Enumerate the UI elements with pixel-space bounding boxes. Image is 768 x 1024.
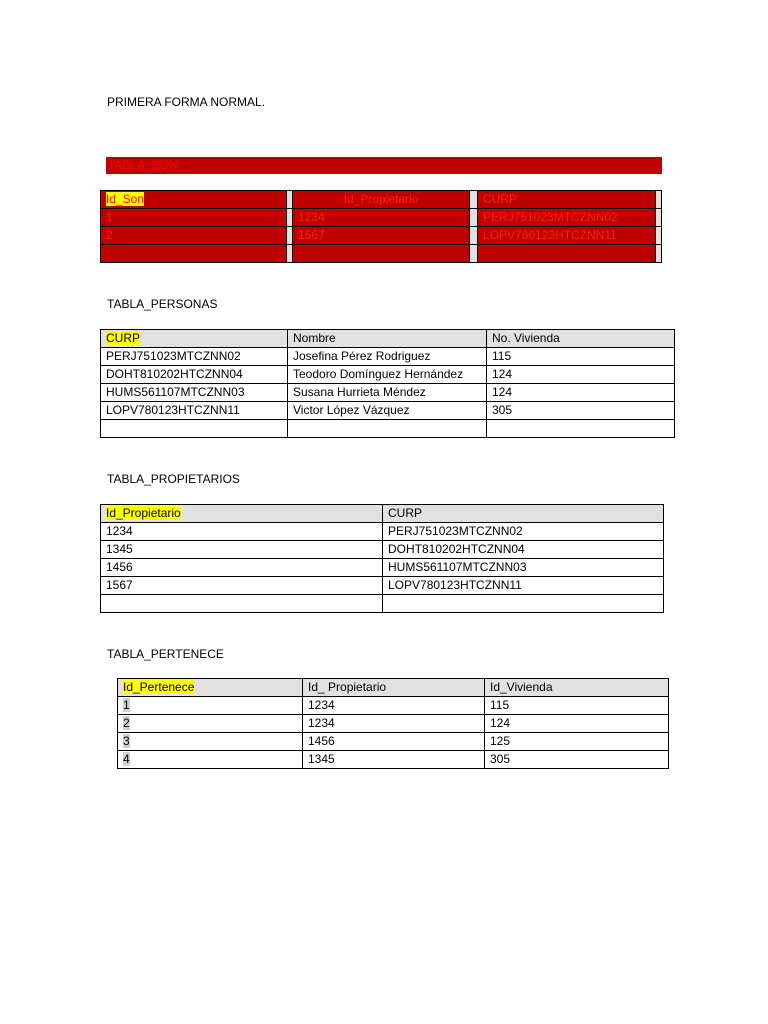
column-gap (469, 191, 477, 209)
table-cell: LOPV780123HTCZNN11 (101, 402, 288, 420)
table-cell (487, 420, 675, 438)
table-cell: PERJ751023MTCZNN02 (101, 348, 288, 366)
header-cell: CURP (383, 505, 664, 523)
table-cell (293, 245, 470, 263)
table-cell (383, 595, 664, 613)
table-cell: 1567 (293, 227, 470, 245)
table-row (101, 541, 664, 559)
table-cell: DOHT810202HTCZNN04 (101, 366, 288, 384)
table-row (101, 366, 675, 384)
table-cell: 1345 (303, 751, 485, 769)
table-cell: DOHT810202HTCZNN04 (383, 541, 664, 559)
document-title: PRIMERA FORMA NORMAL. (107, 95, 266, 109)
column-gap (655, 209, 661, 227)
header-cell: CURP (478, 191, 656, 209)
table-header-row (101, 191, 662, 209)
table-cell: 1234 (303, 697, 485, 715)
table-cell: 1234 (293, 209, 470, 227)
table-cell: 2 (101, 227, 287, 245)
table-cell: LOPV780123HTCZNN11 (383, 577, 664, 595)
table-cell (118, 697, 303, 715)
row-number: 1 (123, 698, 130, 712)
table-cell: 124 (487, 366, 675, 384)
table-row (101, 384, 675, 402)
table-cell (478, 245, 656, 263)
tabla-son (100, 190, 662, 263)
column-gap (655, 191, 661, 209)
table-cell (118, 751, 303, 769)
tabla-son-label: TABLA_SON (106, 157, 662, 174)
table-row (101, 227, 662, 245)
tabla-personas-label: TABLA_PERSONAS (107, 297, 218, 311)
table-row (101, 245, 662, 263)
table-cell: Josefina Pérez Rodriguez (288, 348, 487, 366)
column-gap (469, 227, 477, 245)
table-row (118, 751, 669, 769)
id-pertenece-header: Id_Pertenece (123, 680, 195, 694)
header-cell: Nombre (288, 330, 487, 348)
table-cell: 305 (485, 751, 669, 769)
table-header-row (101, 330, 675, 348)
column-gap (469, 209, 477, 227)
header-cell: Id_ Propietario (303, 679, 485, 697)
table-cell: 1456 (101, 559, 383, 577)
tabla-propietarios-label: TABLA_PROPIETARIOS (107, 472, 240, 486)
tabla-pertenece-label: TABLA_PERTENECE (107, 647, 224, 661)
header-cell (118, 679, 303, 697)
table-cell: Susana Hurrieta Méndez (288, 384, 487, 402)
id-son-header: Id_Son (106, 192, 145, 206)
table-cell (101, 245, 287, 263)
table-row (118, 697, 669, 715)
table-row (101, 348, 675, 366)
row-number: 4 (123, 752, 130, 766)
id-propietario-header: Id_Propietario (106, 506, 181, 520)
table-cell (118, 733, 303, 751)
table-row (101, 559, 664, 577)
header-cell: Id_Propietario (293, 191, 470, 209)
table-row (101, 577, 664, 595)
table-cell: 115 (485, 697, 669, 715)
table-cell: Teodoro Domínguez Hernández (288, 366, 487, 384)
table-row (101, 420, 675, 438)
table-row (101, 209, 662, 227)
table-cell: 1 (101, 209, 287, 227)
table-cell: 1456 (303, 733, 485, 751)
table-cell (118, 715, 303, 733)
header-cell (101, 191, 287, 209)
tabla-pertenece (117, 678, 669, 769)
table-cell (101, 420, 288, 438)
table-row (101, 523, 664, 541)
table-cell (101, 595, 383, 613)
row-number: 2 (123, 716, 130, 730)
table-cell: 125 (485, 733, 669, 751)
table-header-row (118, 679, 669, 697)
table-row (118, 715, 669, 733)
column-gap (655, 245, 661, 263)
table-cell: 124 (487, 384, 675, 402)
table-cell: 124 (485, 715, 669, 733)
table-cell: LOPV780123HTCZNN11 (478, 227, 656, 245)
table-cell (288, 420, 487, 438)
table-cell: 115 (487, 348, 675, 366)
table-row (101, 595, 664, 613)
table-row (118, 733, 669, 751)
table-cell: 305 (487, 402, 675, 420)
table-row (101, 402, 675, 420)
header-cell (101, 505, 383, 523)
tabla-propietarios (100, 504, 664, 613)
tabla-personas (100, 329, 675, 438)
column-gap (655, 227, 661, 245)
header-cell: No. Vivienda (487, 330, 675, 348)
table-cell: HUMS561107MTCZNN03 (101, 384, 288, 402)
header-cell (101, 330, 288, 348)
column-gap (469, 245, 477, 263)
table-cell: 1234 (101, 523, 383, 541)
table-cell: PERJ751023MTCZNN02 (383, 523, 664, 541)
table-cell: Victor López Vázquez (288, 402, 487, 420)
curp-header: CURP (106, 331, 141, 345)
table-cell: PERJ751023MTCZNN02 (478, 209, 656, 227)
row-number: 3 (123, 734, 130, 748)
table-cell: HUMS561107MTCZNN03 (383, 559, 664, 577)
table-header-row (101, 505, 664, 523)
header-cell: Id_Vivienda (485, 679, 669, 697)
table-cell: 1345 (101, 541, 383, 559)
table-cell: 1234 (303, 715, 485, 733)
table-cell: 1567 (101, 577, 383, 595)
